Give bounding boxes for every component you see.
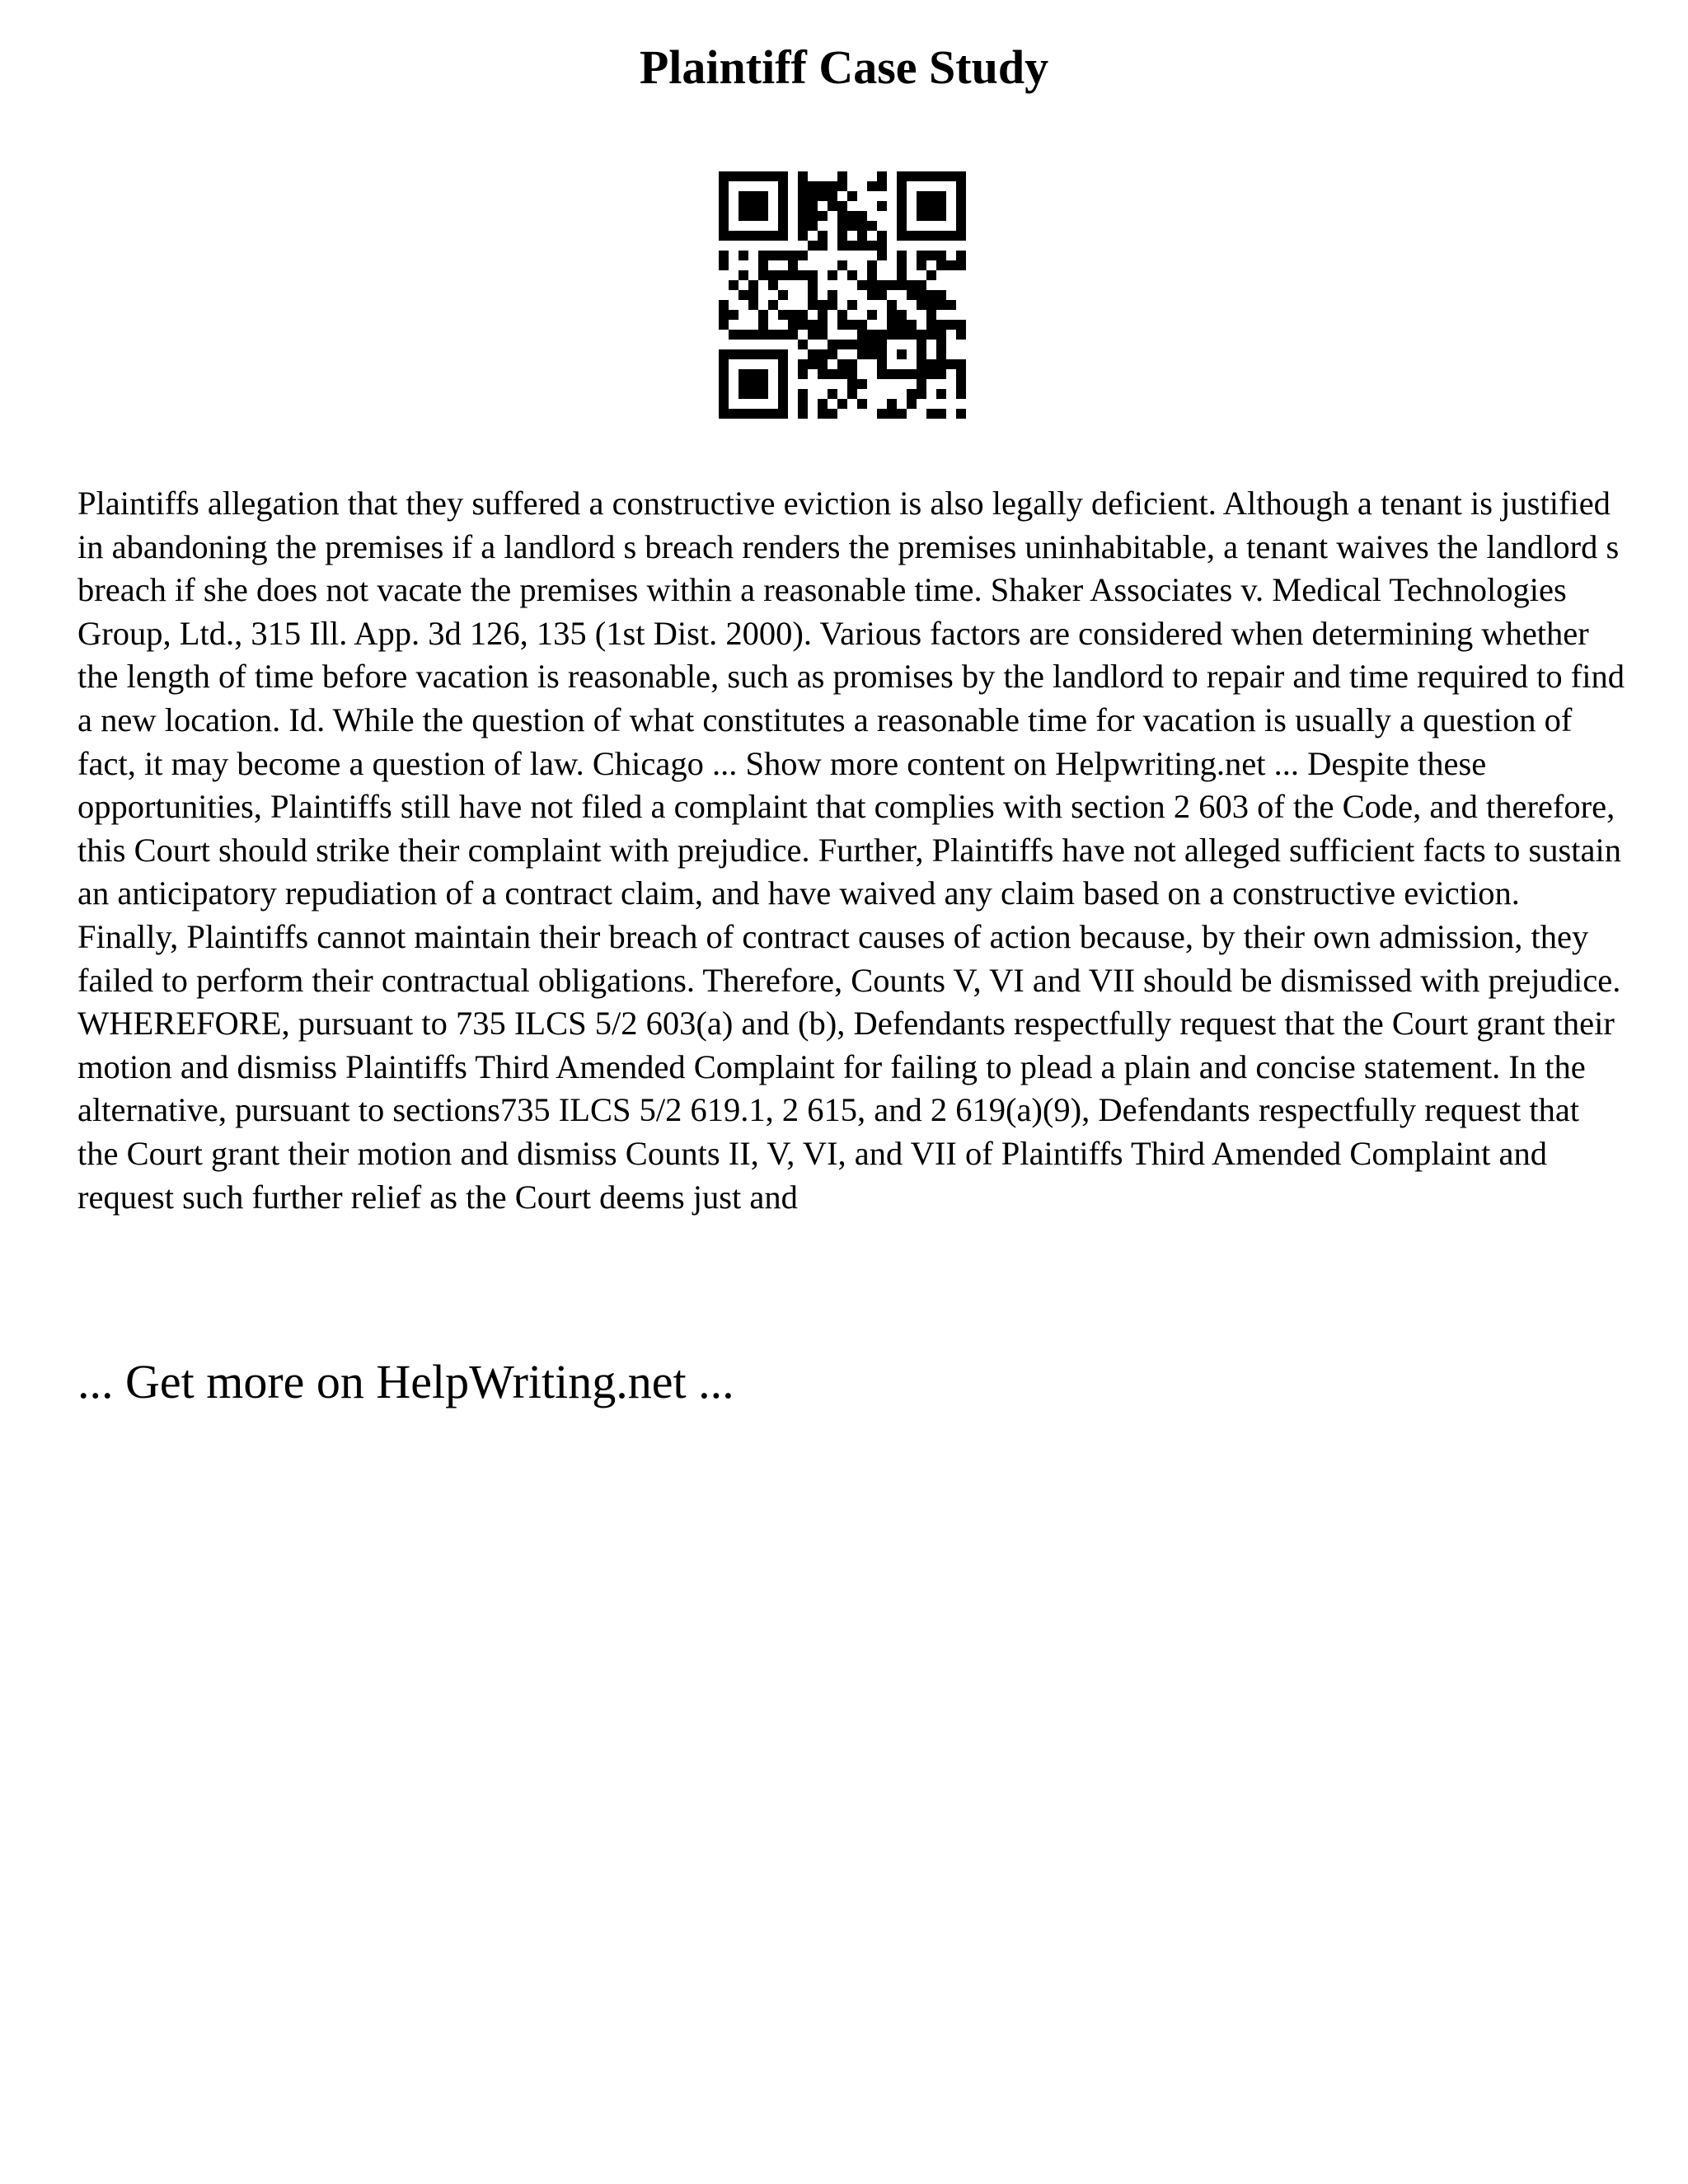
body-paragraph: Plaintiffs allegation that they suffered a constructive eviction is also legally deficient. Although a tenant is justified in abandoning the premises if a landlord s breach renders the premises uninhabitable, a tenant waives the landlord s breach if she does not vacate the premises within a reasonable time. Shaker Associates v. Medical Technologies Group, Ltd., 315 Ill. App. 3d 126, 135 (1st Dist. 2000). Various factors are considered when determining whether the length of time before vacation is reasonable, such as promises by the landlord to repair and time required to find a new location. Id. While the question of what constitutes a reasonable time for vacation is usually a question of fact, it may become a question of law. Chicago ... Show more content on Helpwriting.net ... Despite these opportunities, Plaintiffs still have not filed a complaint that complies with section 2 603 of the Code, and therefore, this Court should strike their complaint with prejudice. Further, Plaintiffs have not alleged sufficient facts to sustain an anticipatory repudiation of a contract claim, and have waived any claim based on a constructive eviction. Finally, Plaintiffs cannot maintain their breach of contract causes of action because, by their own admission, they failed to perform their contractual obligations. Therefore, Counts V, VI and VII should be dismissed with prejudice. WHEREFORE, pursuant to 735 ILCS 5/2 603(a) and (b), Defendants respectfully request that the Court grant their motion and dismiss Plaintiffs Third Amended Complaint for failing to plead a plain and concise statement. In the alternative, pursuant to sections735 ILCS 5/2 619.1, 2 615, and 2 619(a)(9), Defendants respectfully request that the Court grant their motion and dismiss Counts II, V, VI, and VII of Plaintiffs Third Amended Complaint and request such further relief as the Court deems just and (77, 485, 1625, 1216)
get-more-link[interactable]: ... Get more on HelpWriting.net ... (77, 1355, 734, 1408)
page-title: Plaintiff Case Study (639, 40, 1049, 94)
qr-code-icon (719, 171, 966, 419)
